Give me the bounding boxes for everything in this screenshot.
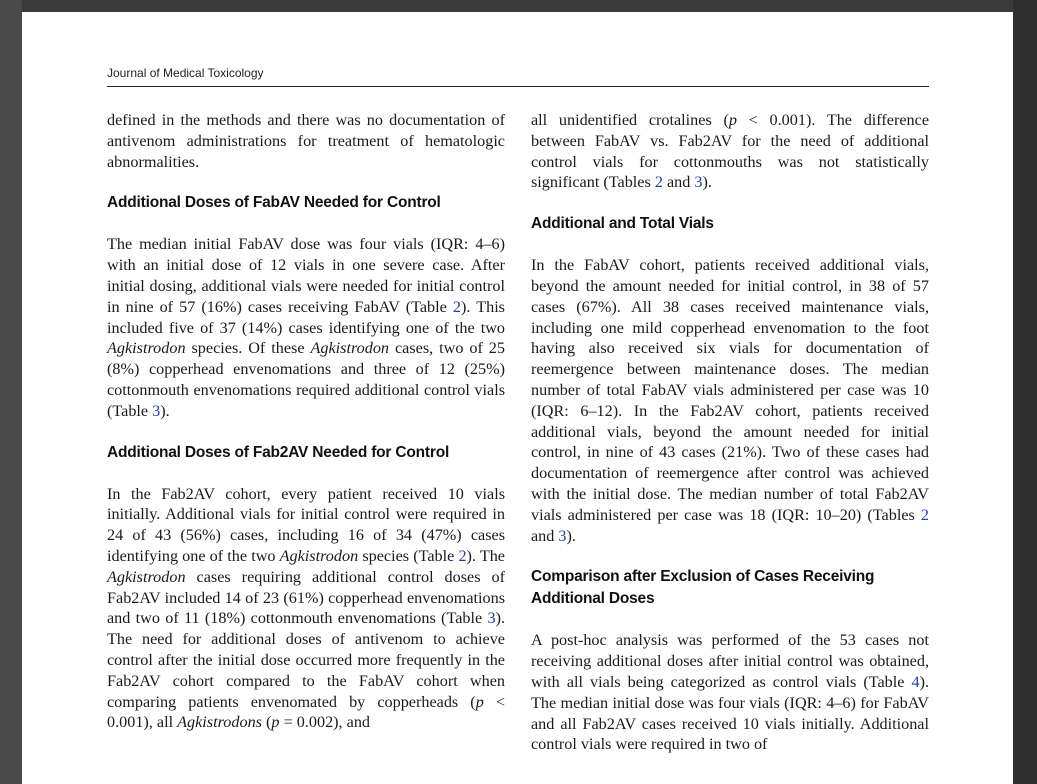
table-ref-link[interactable]: 2	[458, 546, 467, 565]
table-ref-link[interactable]: 3	[487, 609, 496, 628]
section-heading-additional-total-vials: Additional and Total Vials	[531, 215, 714, 233]
paragraph-additional-total-vials: In the FabAV cohort, patients received additional vials, beyond the amount needed for initial control, in 38 of 57 cases (67%). All 38 cases received maintenance vials, including one mild copperhead envenomation to the foot having also received six vials for documentation of reemergence between maintenance doses. The median number of total FabAV vials administered per case was 10 (IQR: 6–12). In the Fab2AV cohort, patients received additional vials, beyond the amount needed for initial control, in nine of 43 cases (21%). Two of these cases had documentation of reemergence after control was achieved with the initial dose. The median number of total Fab2AV vials administered per case was 18 (IQR: 10–20) (Tables 2 and 3).	[531, 256, 929, 545]
table-ref-link[interactable]: 2	[920, 505, 929, 524]
table-ref-link[interactable]: 2	[452, 297, 461, 316]
section-heading-fabav-control: Additional Doses of FabAV Needed for Control	[107, 194, 441, 212]
header-rule	[107, 86, 929, 87]
section-heading-fab2av-control: Additional Doses of Fab2AV Needed for Control	[107, 443, 450, 461]
section-heading-comparison: Comparison after Exclusion of Cases Receiving Additional Doses	[531, 568, 875, 608]
paragraph-comparison: A post-hoc analysis was performed of the 53 cases not receiving additional doses after initial control was obtained, with all vials being categorized as control vials (Table 4). The median initial dose was four vials (IQR: 4–6) for FabAV and all Fab2AV cases received 10 vials initially. Additional control vials were required in two of	[531, 631, 929, 754]
table-ref-link[interactable]: 2	[654, 173, 663, 192]
paragraph-fabav-control: The median initial FabAV dose was four vials (IQR: 4–6) with an initial dose of 12 vials in one severe case. After initial dosing, additional vials were needed for initial control in nine of 57 (16%) cases receiving FabAV (Table 2). This included five of 37 (14%) cases identifying one of the two Agkistrodon species. Of these Agkistrodon cases, two of 25 (8%) copperhead envenomations and three of 12 (25%) cottonmouth envenomations required additional control vials (Table 3).	[107, 235, 505, 420]
viewer-frame-right	[1013, 0, 1037, 784]
left-column	[107, 110, 505, 733]
table-ref-link[interactable]: 3	[152, 401, 161, 420]
journal-header: Journal of Medical Toxicology	[107, 66, 264, 80]
paragraph-continued: defined in the methods and there was no documentation of antivenom administrations for treatment of hematologic abnormalities.	[107, 111, 505, 171]
paragraph-continued-right: all unidentified crotalines (p < 0.001). The difference between FabAV vs. Fab2AV for the need of additional control vials for cottonmouths was not statistically significant (Tables 2 and 3).	[531, 111, 930, 192]
table-ref-link[interactable]: 3	[694, 173, 703, 192]
right-column	[531, 110, 929, 755]
pdf-page	[22, 12, 1013, 784]
table-ref-link[interactable]: 3	[558, 526, 567, 545]
table-ref-link[interactable]: 4	[911, 672, 920, 691]
viewer-frame-left	[0, 0, 22, 784]
paragraph-fab2av-control: In the Fab2AV cohort, every patient received 10 vials initially. Additional vials for initial control were required in 24 of 43 (56%) cases, including 16 of 34 (47%) cases identifying one of the two Agkistrodon species (Table 2). The Agkistrodon cases requiring additional control doses of Fab2AV included 14 of 23 (61%) copperhead envenomations and two of 11 (18%) cottonmouth envenomations (Table 3). The need for additional doses of antivenom to achieve control after the initial dose occurred more frequently in the Fab2AV cohort compared to the FabAV cohort when comparing patients envenomated by copperheads (p < 0.001), all Agkistrodons (p = 0.002), and	[107, 484, 505, 732]
